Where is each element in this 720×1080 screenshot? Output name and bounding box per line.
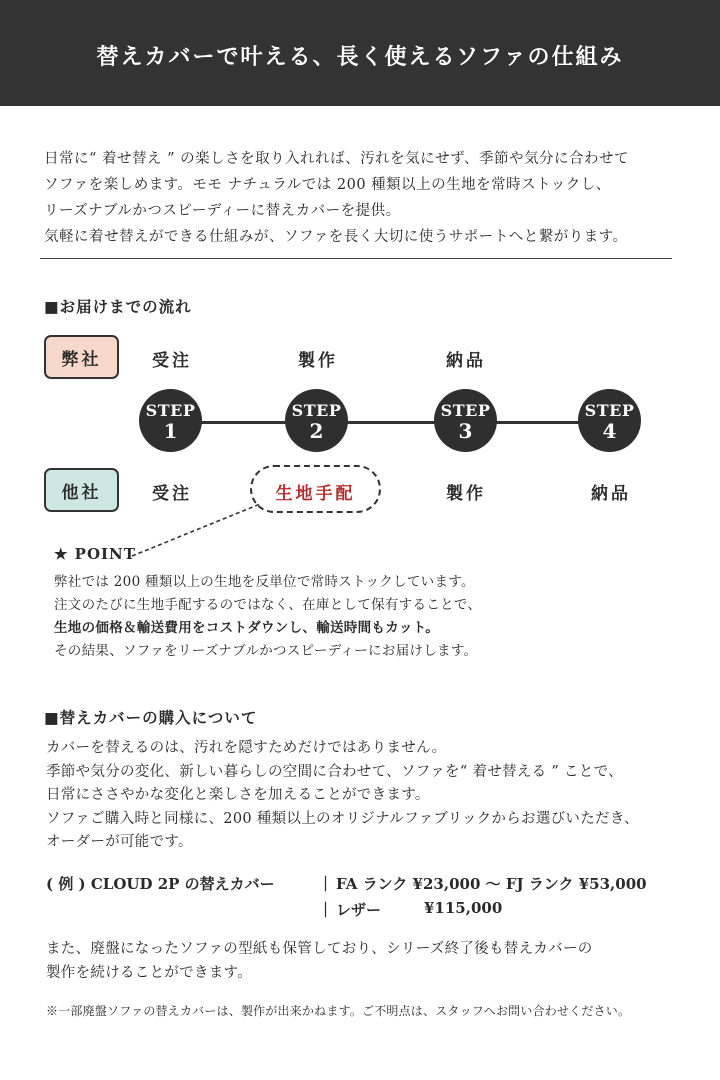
ours-badge-label: 弊社 [61,349,102,370]
timeline-line [170,421,608,424]
step-2-circle [285,389,348,452]
step-number: 4 [602,419,617,443]
intro-paragraph [44,146,684,250]
step-number: 1 [163,419,178,443]
others-badge-label: 他社 [61,482,102,503]
point-line: その結果、ソファをリーズナブルかつスピーディーにお届けします。 [54,643,478,659]
purchase-line: ソファご購入時と同様に、200 種類以上のオリジナルファブリックからお選びいただき、 [46,810,639,827]
point-line: 注文のたびに生地手配するのではなく、在庫として保有することで、 [54,597,482,613]
flow-heading: ■お届けまでの流れ [44,297,192,316]
fabric-price-range: FA ランク ¥23,000 ～ FJ ランク ¥53,000 [336,875,647,893]
step-word: STEP [145,401,196,420]
step-number: 3 [458,419,473,443]
step-number: 2 [309,419,324,443]
step-4-circle [578,389,641,452]
ours-step-production: 製作 [298,351,338,371]
step-word: STEP [291,401,342,420]
divider [40,258,672,259]
others-step-production: 製作 [446,484,486,504]
purchase-line: カバーを替えるのは、汚れを隠すためだけではありません。 [46,740,447,756]
intro-line: 日常に“ 着せ替え ” の楽しさを取り入れれば、汚れを気にせず、季節や気分に合わせて [44,151,629,167]
leather-price: ¥115,000 [424,899,503,917]
purchase-heading: ■替えカバーの購入について [44,708,258,727]
intro-line: 気軽に着せ替えができる仕組みが、ソファを長く大切に使うサポートへと繋がります。 [44,229,628,245]
others-step-order: 受注 [152,484,192,504]
ours-step-delivery: 納品 [446,351,486,371]
point-title: ★ POINT [54,545,136,563]
others-step-fabric: 生地手配 [275,484,356,504]
point-line-emphasis: 生地の価格＆輸送費用をコストダウンし、輸送時間もカット。 [54,620,440,636]
point-pointer-line [128,500,268,560]
ours-step-order: 受注 [152,351,192,371]
price-separator: ｜ [318,901,334,919]
point-line: 弊社では 200 種類以上の生地を反単位で常時ストックしています。 [54,574,475,590]
step-3-circle [434,389,497,452]
others-badge [44,468,119,512]
leather-label: レザー [336,901,382,919]
price-separator: ｜ [318,875,334,893]
point-body [54,571,694,663]
step-1-circle [139,389,202,452]
step-word: STEP [440,401,491,420]
ours-badge [44,335,119,379]
closing-paragraph [46,937,686,985]
others-step-delivery: 納品 [591,484,631,504]
page-title: 替えカバーで叶える、長く使えるソファの仕組み [96,44,624,70]
purchase-body [46,737,686,855]
purchase-line: 日常にささやかな変化と楽しさを加えることができます。 [46,787,430,803]
step-word: STEP [584,401,635,420]
closing-line: 製作を続けることができます。 [46,965,253,981]
intro-line: リーズナブルかつスピーディーに替えカバーを提供。 [44,203,401,219]
purchase-line: 季節や気分の変化、新しい暮らしの空間に合わせて、ソファを“ 着せ替える ” ことで、 [46,763,623,780]
price-example-label: ( 例 ) CLOUD 2P の替えカバー [46,875,275,893]
intro-line: ソファを楽しめます。モモ ナチュラルでは 200 種類以上の生地を常時ストックし、 [44,177,611,193]
purchase-line: オーダーが可能です。 [46,834,193,850]
closing-line: また、廃盤になったソファの型紙も保管しており、シリーズ終了後も替えカバーの [46,941,593,957]
footnote: ※一部廃盤ソファの替えカバーは、製作が出来かねます。ご不明点は、スタッフへお問い合わせください。 [46,1004,631,1018]
